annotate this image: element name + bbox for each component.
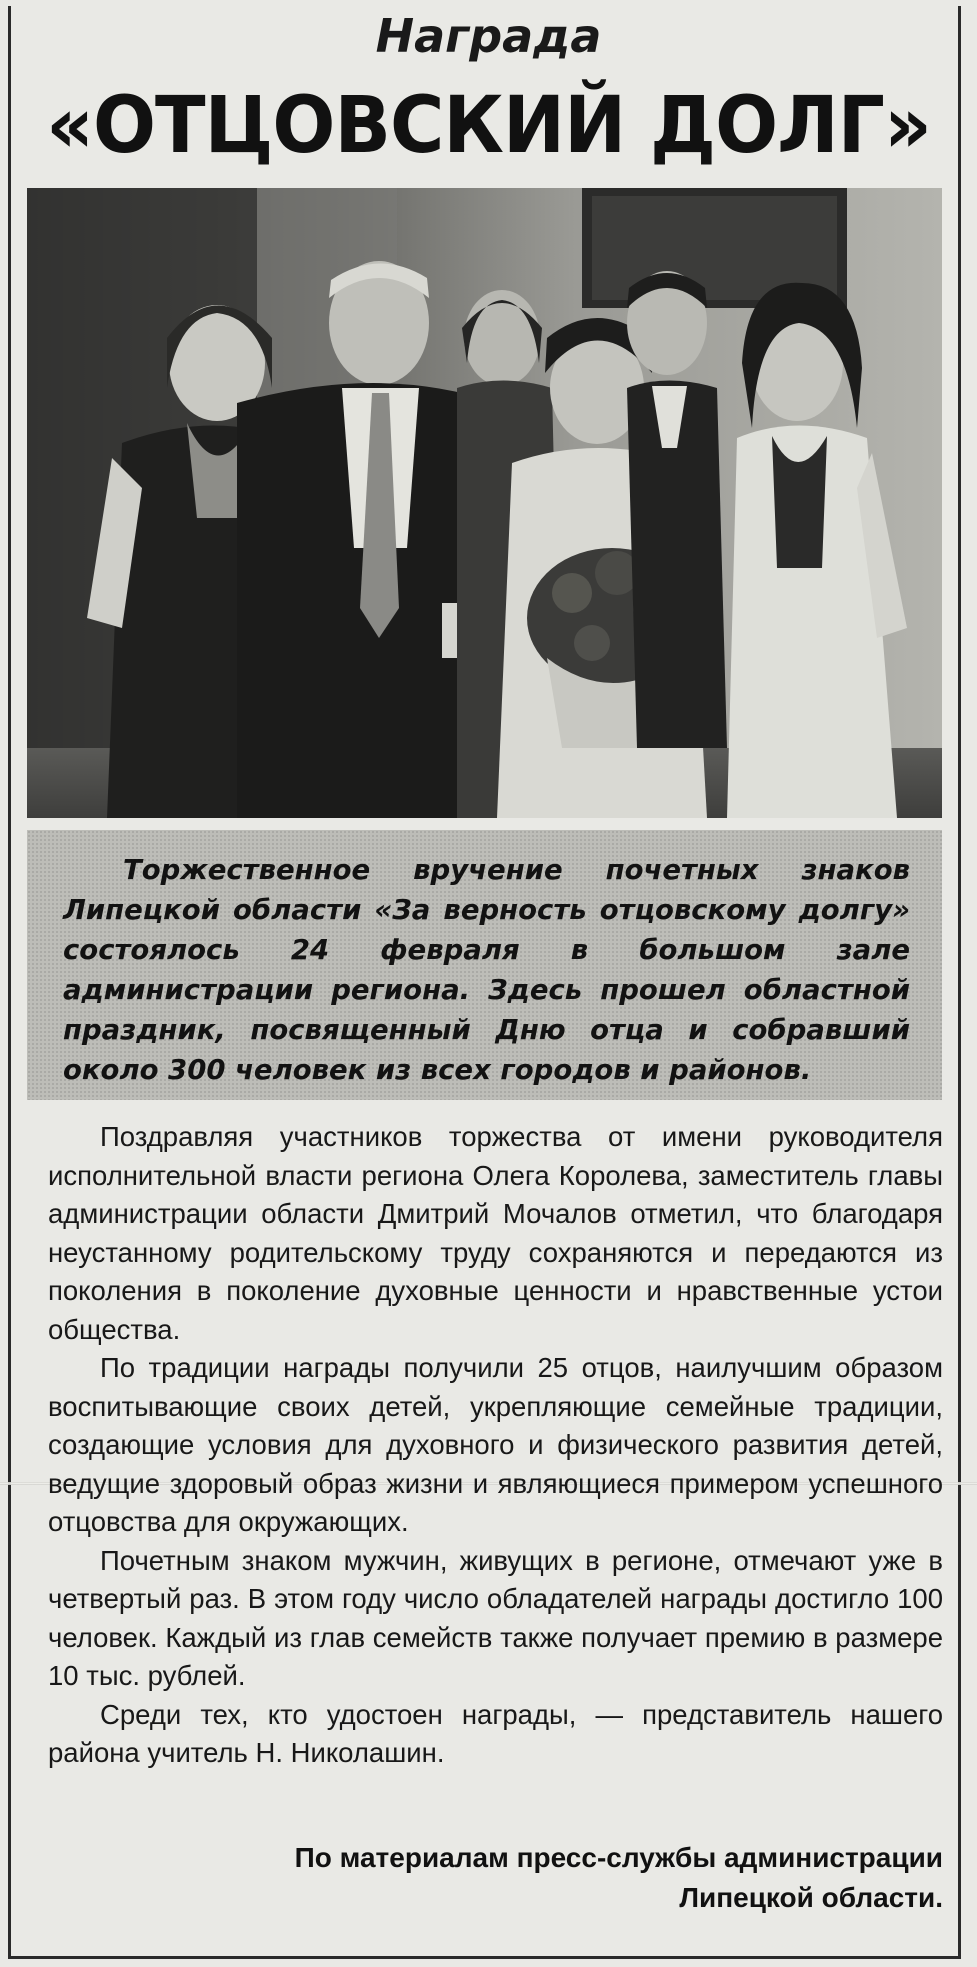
body-paragraph-3: Почетным знаком мужчин, живущих в регионе, отмечают уже в четвертый раз. В этом году число обладателей награды достигло 100 человек. Каждый из глав семейств также получает премию в размере 10 тыс. рублей. [48,1544,943,1691]
article-kicker: Награда [375,9,602,63]
article-body [48,1118,943,1773]
lead-box [27,830,942,1100]
body-paragraph-2: По традиции награды получили 25 отцов, наилучшим образом воспитывающие своих детей, укрепляющие семейные традиции, создающие условия для духовного и физического развития детей, ведущие здоровый образ жизни и являющиеся примером успешного отцовства для окружающих. [48,1352,943,1537]
body-paragraph-1: Поздравляя участников торжества от имени руководителя исполнительной власти региона Олега Королева, заместитель главы администрации области Дмитрий Мочалов отметил, что благодаря неустанному родительскому труду сохраняются и передаются из поколения в поколение духовные ценности и нравственные устои общества. [48,1121,943,1345]
press-credit [48,1838,943,1918]
lead-paragraph: Торжественное вручение почетных знаков Липецкой области «За верность отцовскому долгу» состоялось 24 февраля в большом зале администрации региона. Здесь прошел областной праздник, посвященный Дню отца и собравший около 300 человек из всех городов и районов. [63,854,910,1086]
credit-line-1: По материалам пресс-службы администрации [294,1842,943,1873]
group-photo-image [27,188,942,818]
article-headline: «ОТЦОВСКИЙ ДОЛГ» [46,81,931,171]
body-paragraph-4: Среди тех, кто удостоен награды, — представитель нашего района учитель Н. Николашин. [48,1698,943,1768]
credit-line-2: Липецкой области. [679,1882,943,1913]
